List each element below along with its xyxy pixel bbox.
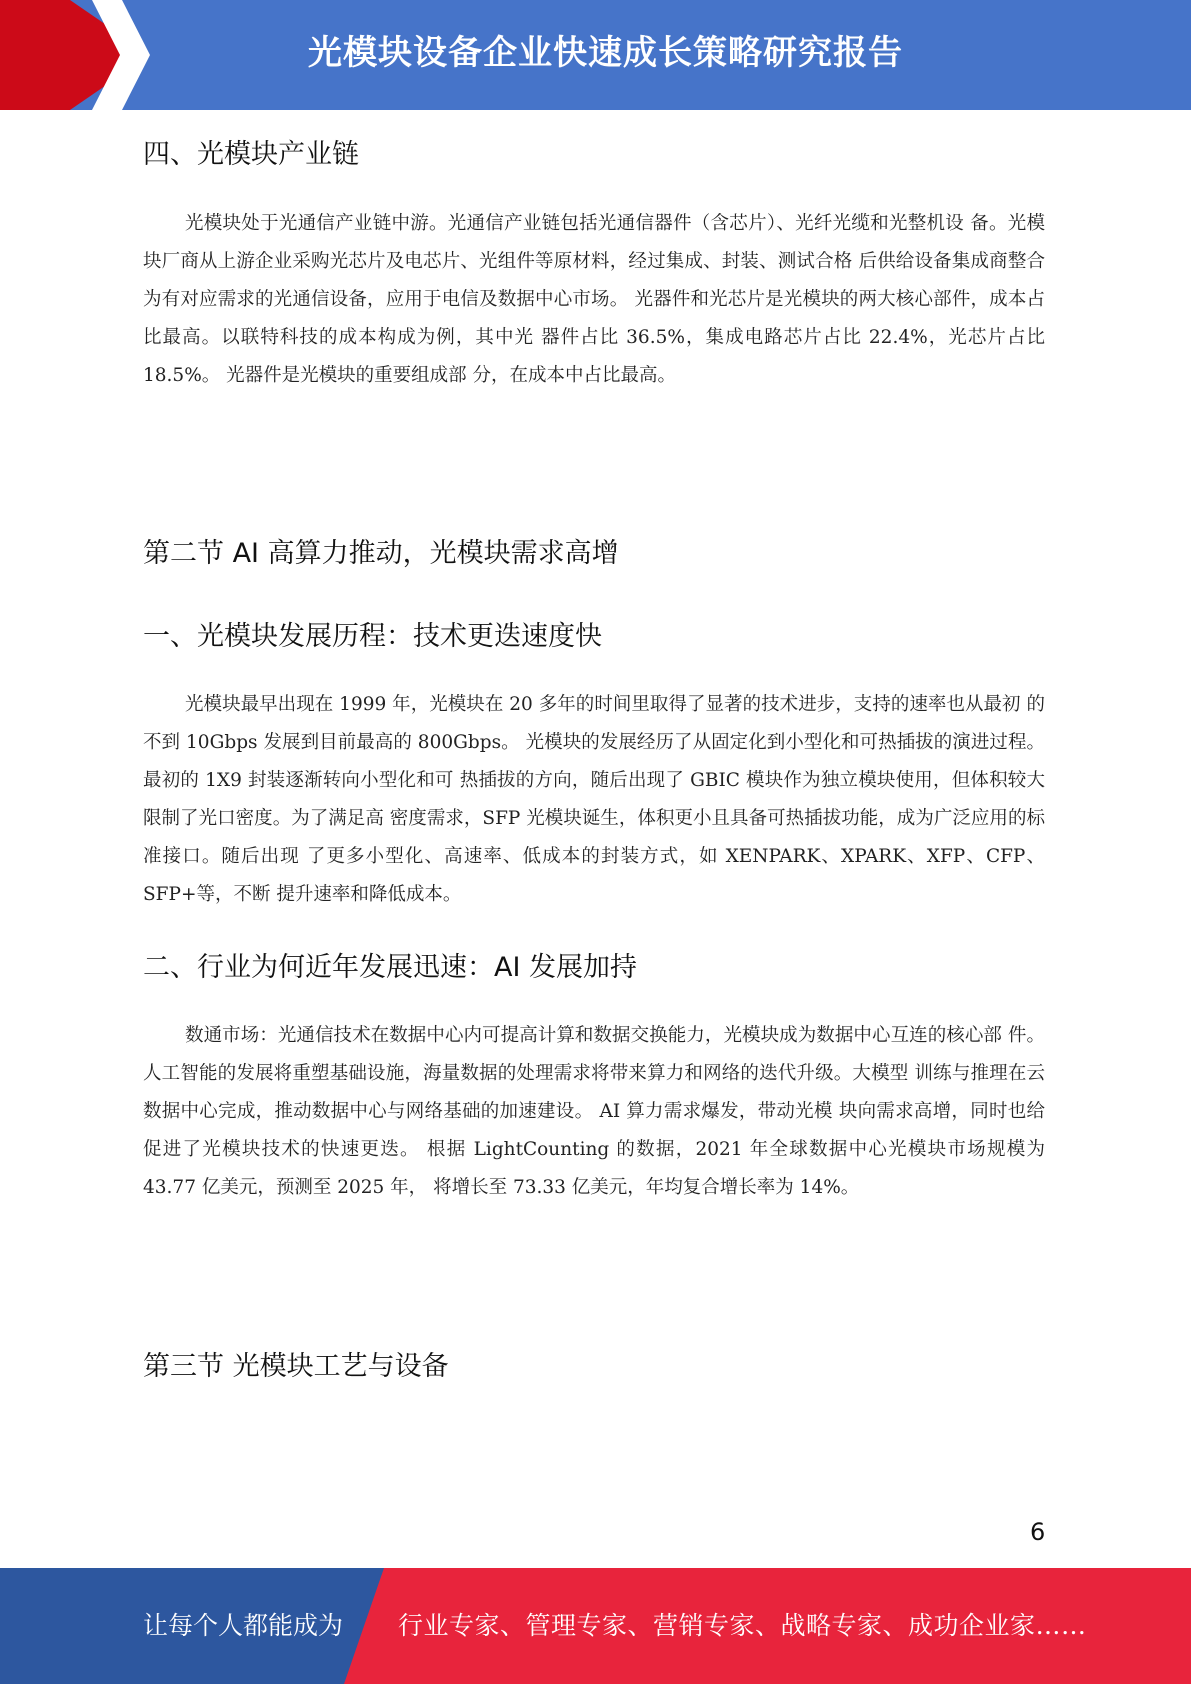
heading-growth: 二、行业为何近年发展迅速：AI 发展加持 bbox=[143, 952, 638, 983]
footer-slogan-right: 行业专家、管理专家、营销专家、战略专家、成功企业家…… bbox=[398, 1611, 1087, 1640]
heading-section-3: 第三节 光模块工艺与设备 bbox=[143, 1351, 449, 1382]
page-number: 6 bbox=[1030, 1518, 1046, 1546]
heading-industry-chain: 四、光模块产业链 bbox=[143, 139, 359, 170]
paragraph-history: 光模块最早出现在 1999 年，光模块在 20 多年的时间里取得了显著的技术进步，支持的速率也从最初 的不到 10Gbps 发展到目前最高的 800Gbps。 光模块的发展经历了从固定化到小型化和可热插拔的演进过程。最初的 1X9 封装逐渐转向小型化和可 热插拔的方向，随后出现了 GBIC 模块作为独立模块使用，但体积较大限制了光口密度。为了满足高 密度需求，SFP 光模块诞生，体积更小且具备可热插拔功能，成为广泛应用的标准接口。随后出现 了更多小型化、高速率、低成本的封装方式，如 XENPARK、XPARK、XFP、CFP、SFP+等，不断 提升速率和降低成本。 bbox=[143, 694, 1045, 905]
page-header bbox=[0, 0, 1191, 110]
heading-history: 一、光模块发展历程：技术更迭速度快 bbox=[143, 621, 602, 652]
paragraph-industry-chain: 光模块处于光通信产业链中游。光通信产业链包括光通信器件（含芯片）、光纤光缆和光整机设 备。光模块厂商从上游企业采购光芯片及电芯片、光组件等原材料，经过集成、封装、测试合格 后供给设备集成商整合为有对应需求的光通信设备，应用于电信及数据中心市场。 光器件和光芯片是光模块的两大核心部件，成本占比最高。以联特科技的成本构成为例，其中光 器件占比 36.5%，集成电路芯片占比 22.4%，光芯片占比 18.5%。 光器件是光模块的重要组成部 分，在成本中占比最高。 bbox=[143, 213, 1045, 386]
heading-section-2: 第二节 AI 高算力推动，光模块需求高增 bbox=[143, 538, 619, 569]
footer-slogan-left: 让每个人都能成为 bbox=[143, 1611, 344, 1640]
page-footer bbox=[0, 1568, 1191, 1684]
paragraph-growth: 数通市场：光通信技术在数据中心内可提高计算和数据交换能力，光模块成为数据中心互连的核心部 件。 人工智能的发展将重塑基础设施，海量数据的处理需求将带来算力和网络的迭代升级。大模型 训练与推理在云数据中心完成，推动数据中心与网络基础的加速建设。 AI 算力需求爆发，带动光模 块向需求高增，同时也给促进了光模块技术的快速更迭。 根据 LightCounting 的数据，2021 年全球数据中心光模块市场规模为 43.77 亿美元，预测至 2025 年， 将增长至 73.33 亿美元，年均复合增长率为 14%。 bbox=[143, 1025, 1045, 1198]
report-title: 光模块设备企业快速成长策略研究报告 bbox=[308, 33, 903, 73]
